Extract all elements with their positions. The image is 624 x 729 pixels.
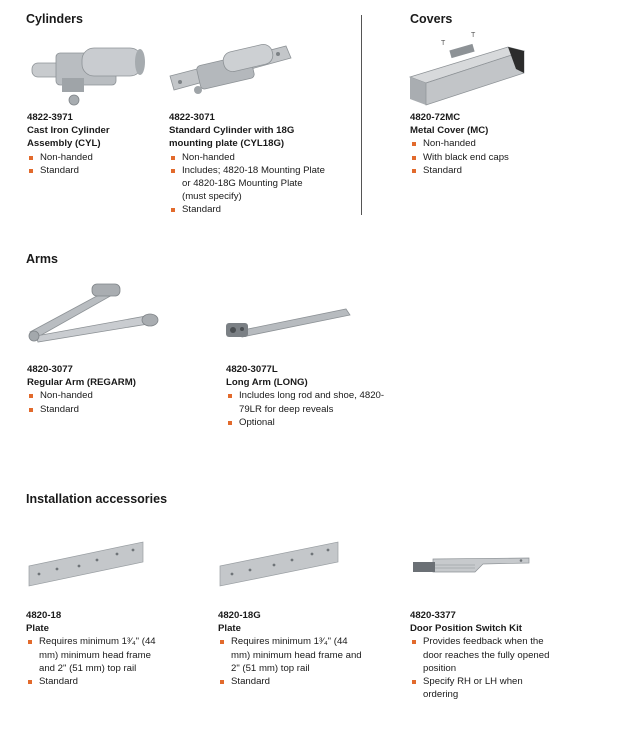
cylinder-18g-image <box>168 38 293 108</box>
section-title-cylinders: Cylinders <box>26 12 83 26</box>
product-code: 4822-3971 <box>27 112 73 123</box>
product-code: 4820-3077 <box>27 364 73 375</box>
cylinder-image <box>22 38 152 108</box>
product-code: 4820-72MC <box>410 112 461 123</box>
product-code: 4820-18G <box>218 610 261 621</box>
section-title-arms: Arms <box>26 252 58 266</box>
product-code: 4820-3377 <box>410 610 456 621</box>
plate-image <box>27 540 145 588</box>
door-position-switch-image <box>411 556 531 580</box>
product-code: 4820-3077L <box>226 364 278 375</box>
product-bullet: Non-handed <box>410 137 560 150</box>
product-name: Standard Cylinder with 18G mounting plate (CYL18G) <box>169 125 295 150</box>
product-name: Cast Iron Cylinder Assembly (CYL) <box>27 125 110 150</box>
product-bullet: Standard <box>27 164 155 177</box>
product-card-dps <box>410 609 560 701</box>
plate-18g-image <box>218 540 340 588</box>
product-name: Regular Arm (REGARM) <box>27 377 136 389</box>
product-bullet: Provides feedback when the door reaches the fully opened position <box>410 635 560 675</box>
product-name: Plate <box>26 623 49 635</box>
product-bullet: Includes long rod and shoe, 4820-79LR for deep reveals <box>226 389 386 415</box>
product-code: 4820-18 <box>26 610 62 621</box>
product-bullet: Optional <box>226 416 386 429</box>
product-card-regarm <box>27 363 177 416</box>
product-bullet: Non-handed <box>169 151 329 164</box>
product-bullet: Specify RH or LH when ordering <box>410 675 560 701</box>
product-name: Metal Cover (MC) <box>410 125 489 137</box>
product-bullet: Non-handed <box>27 389 177 402</box>
section-title-installation: Installation accessories <box>26 492 168 506</box>
product-bullet: Requires minimum 1³⁄₄" (44 mm) minimum head frame and 2" (51 mm) top rail <box>218 635 368 675</box>
product-bullet: Includes; 4820-18 Mounting Plate or 4820-18G Mounting Plate (must specify) <box>169 164 329 204</box>
product-card-cyl <box>27 111 155 177</box>
product-name: Plate <box>218 623 241 635</box>
product-card-plate18g <box>218 609 368 688</box>
product-name: Long Arm (LONG) <box>226 377 308 389</box>
product-bullet: Standard <box>410 164 560 177</box>
product-bullet: Standard <box>27 403 177 416</box>
regular-arm-image <box>26 280 166 346</box>
column-divider <box>361 15 362 215</box>
product-bullet: Standard <box>218 675 368 688</box>
product-card-cover <box>410 111 560 177</box>
product-bullet: Standard <box>26 675 166 688</box>
product-card-longarm <box>226 363 386 429</box>
product-card-cyl18g <box>169 111 329 217</box>
product-bullet: Requires minimum 1³⁄₄" (44 mm) minimum head frame and 2" (51 mm) top rail <box>26 635 166 675</box>
metal-cover-image <box>408 32 526 105</box>
product-bullet: With black end caps <box>410 151 560 164</box>
product-bullet: Non-handed <box>27 151 155 164</box>
svg-text:T: T <box>471 32 476 39</box>
product-code: 4822-3071 <box>169 112 215 123</box>
svg-text:T: T <box>441 40 446 47</box>
product-card-plate <box>26 609 166 688</box>
product-bullet: Standard <box>169 203 329 216</box>
section-title-covers: Covers <box>410 12 453 26</box>
long-arm-image <box>224 305 354 341</box>
product-name: Door Position Switch Kit <box>410 623 522 635</box>
